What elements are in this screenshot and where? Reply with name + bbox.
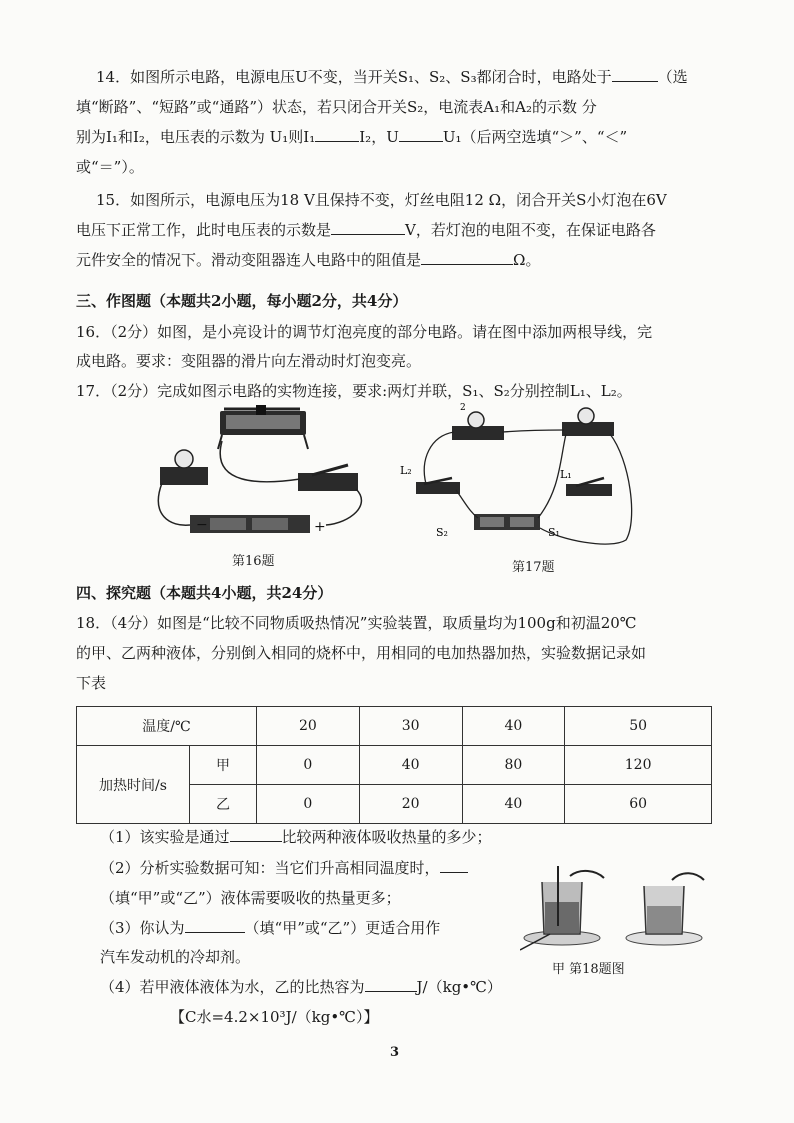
figure-17: [390, 400, 650, 560]
svg-text:L₂: L₂: [400, 464, 412, 477]
table-header-label: 温度/℃: [77, 707, 257, 746]
slider: [256, 405, 266, 415]
figure-16: [150, 405, 380, 555]
table-cell: 50: [565, 707, 712, 746]
svg-text:S₂: S₂: [436, 526, 448, 539]
bulb-icon: [468, 412, 484, 428]
table-row: [77, 707, 712, 746]
q18-part4: （4）若甲液体液体为水，乙的比热容为 J/（kg•℃）: [100, 978, 502, 996]
table-cell: 40: [462, 707, 565, 746]
q18-part3b: 汽车发动机的冷却剂。: [100, 948, 251, 966]
q14-blank2[interactable]: [315, 127, 359, 142]
q15-blank2[interactable]: [421, 250, 513, 265]
q17-line: 17．（2分）完成如图示电路的实物连接，要求:两灯并联，S₁、S₂分别控制L₁、L₂。: [76, 382, 632, 400]
data-table: [76, 706, 712, 824]
table-row-name: 甲: [190, 746, 257, 785]
page-number: 3: [390, 1045, 400, 1060]
q18-blank2[interactable]: [440, 858, 468, 873]
bulb-icon: [578, 408, 594, 424]
table-cell: 60: [565, 785, 712, 824]
table-row: [77, 746, 712, 785]
section-3-heading: 三、作图题（本题共2小题，每小题2分，共4分）: [76, 292, 408, 310]
q18-line3: 下表: [76, 674, 107, 692]
lamp-holder: [160, 467, 208, 485]
table-cell: 20: [359, 785, 462, 824]
switch: [298, 473, 358, 491]
q14-blank1[interactable]: [612, 67, 658, 82]
q14-line4: 或“＝”）。: [76, 158, 144, 176]
table-cell: 30: [359, 707, 462, 746]
bulb-icon: [175, 450, 193, 468]
table-cell: 20: [257, 707, 360, 746]
q15-line2: 电压下正常工作，此时电压表的示数是 V，若灯泡的电阻不变，在保证电路各: [76, 221, 656, 239]
q18-line2: 的甲、乙两种液体，分别倒入相同的烧杯中，用相同的电加热器加热，实验数据记录如: [76, 644, 647, 662]
svg-text:2: 2: [460, 403, 466, 413]
section-4-heading: 四、探究题（本题共4小题，共24分）: [76, 584, 333, 602]
switch-S1: [566, 484, 612, 496]
q18-part3: （3）你认为 （填“甲”或“乙”）更适合用作: [100, 919, 441, 937]
table-cell: 40: [359, 746, 462, 785]
switch-S2: [416, 482, 460, 494]
plus-sign: +: [314, 519, 326, 535]
q14-line2: 填“断路”、“短路”或“通路”）状态，若只闭合开关S₂，电流表A₁和A₂的示数 分: [76, 98, 597, 116]
table-row-label: 加热时间/s: [77, 746, 190, 824]
figure-18: [520, 862, 710, 952]
table-cell: 80: [462, 746, 565, 785]
q18-part2b: （填“甲”或“乙”）液体需要吸收的热量更多；: [100, 889, 401, 907]
q14-line3: 别为I₁和I₂，电压表的示数为 U₁则I₁ I₂，U U₁（后两空选填“＞”、“＜”: [76, 128, 628, 146]
table-cell: 0: [257, 746, 360, 785]
q18-line1: 18．（4分）如图是“比较不同物质吸热情况”实验装置，取质量均为100g和初温20℃: [76, 614, 637, 632]
q15-blank1[interactable]: [331, 220, 405, 235]
q15-line3: 元件安全的情况下。滑动变阻器连人电路中的阻值是 Ω。: [76, 251, 541, 269]
table-cell: 0: [257, 785, 360, 824]
table-row-name: 乙: [190, 785, 257, 824]
q18-part2: （2）分析实验数据可知：当它们升高相同温度时，: [100, 857, 468, 879]
minus-sign: −: [196, 517, 208, 533]
svg-text:S₁: S₁: [548, 526, 560, 539]
q18-blank4[interactable]: [365, 977, 417, 992]
battery: [190, 515, 310, 533]
q14-line1: 14．如图所示电路，电源电压U不变，当开关S₁、S₂、S₃都闭合时，电路处于 （选: [96, 68, 688, 86]
q15-line1: 15．如图所示，电源电压为18 V且保持不变，灯丝电阻12 Ω，闭合开关S小灯泡在6V: [96, 191, 667, 209]
q16-line1: 16．（2分）如图，是小亮设计的调节灯泡亮度的部分电路。请在图中添加两根导线，完: [76, 323, 653, 341]
table-cell: 40: [462, 785, 565, 824]
figure-18-caption: 甲 第18题图: [552, 962, 625, 977]
q18-given: 【C水=4.2×10³J/（kg•℃）】: [170, 1008, 379, 1026]
q18-blank1[interactable]: [230, 827, 282, 842]
svg-text:L₁: L₁: [560, 468, 572, 481]
table-cell: 120: [565, 746, 712, 785]
q18-blank3[interactable]: [185, 918, 245, 933]
q16-line2: 成电路。要求：变阻器的滑片向左滑动时灯泡变亮。: [76, 352, 422, 370]
figure-16-caption: 第16题: [232, 554, 275, 569]
figure-17-caption: 第17题: [512, 560, 555, 575]
q14-blank3[interactable]: [399, 127, 443, 142]
q18-part1: （1）该实验是通过 比较两种液体吸收热量的多少；: [100, 828, 492, 846]
